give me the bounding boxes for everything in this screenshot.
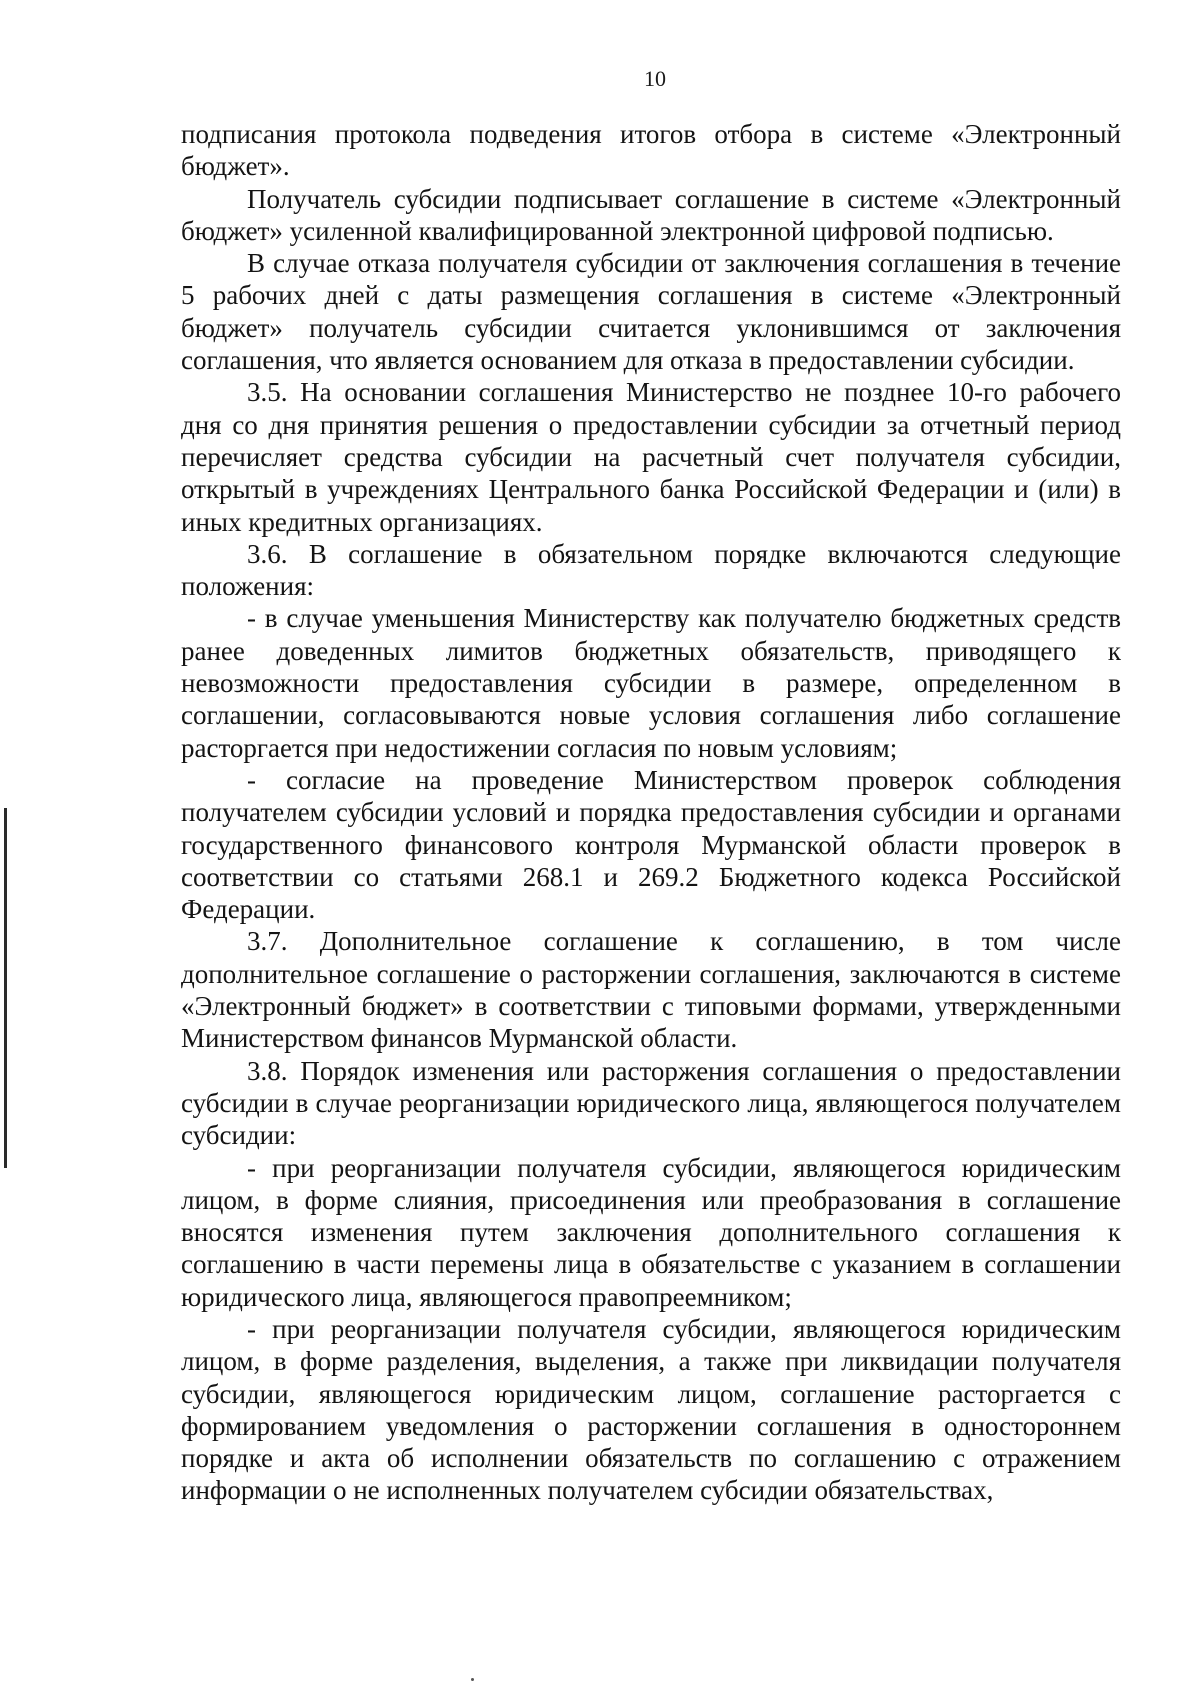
paragraph-3-7: 3.7. Дополнительное соглашение к соглашению, в том числе дополнительное соглашение о расторжении соглашения, заключаются в системе «Электронный бюджет» в соответствии с типовыми формами, утвержденными Министерством финансов Мурманской области. [181, 926, 1121, 1054]
page-number: 10 [644, 66, 666, 91]
paragraph-3-8: 3.8. Порядок изменения или расторжения соглашения о предоставлении субсидии в случае реорганизации юридического лица, являющегося получателем субсидии: [181, 1055, 1121, 1151]
paragraph-3-5: 3.5. На основании соглашения Министерство не позднее 10-го рабочего дня со дня принятия решения о предоставлении субсидии за отчетный период перечисляет средства субсидии на расчетный счет получателя субсидии, открытый в учреждениях Центрального банка Российской Федерации и (или) в иных кредитных организациях. [181, 377, 1121, 537]
document-body [181, 118, 1121, 1507]
scan-speck [471, 1678, 474, 1681]
paragraph-3-6: 3.6. В соглашение в обязательном порядке включаются следующие положения: [181, 538, 1121, 602]
paragraph: В случае отказа получателя субсидии от заключения соглашения в течение 5 рабочих дней с даты размещения соглашения в системе «Электронный бюджет» получатель субсидии считается уклонившимся от заключения соглашения, что является основанием для отказа в предоставлении субсидии. [181, 248, 1121, 376]
list-item: - при реорганизации получателя субсидии, являющегося юридическим лицом, в форме разделения, выделения, а также при ликвидации получателя субсидии, являющегося юридическим лицом, соглашение расторгается с формированием уведомления о расторжении соглашения в одностороннем порядке и акта об исполнении обязательств по соглашению с отражением информации о не исполненных получателем субсидии обязательствах, [181, 1313, 1121, 1506]
paragraph-continuation: подписания протокола подведения итогов отбора в системе «Электронный бюджет». [181, 119, 1121, 182]
list-item: - в случае уменьшения Министерству как получателю бюджетных средств ранее доведенных лимитов бюджетных обязательств, приводящего к невозможности предоставления субсидии в размере, определенном в соглашении, согласовываются новые условия соглашения либо соглашение расторгается при недостижении согласия по новым условиям; [181, 603, 1121, 763]
list-item: - согласие на проведение Министерством проверок соблюдения получателем субсидии условий и порядка предоставления субсидии и органами государственного финансового контроля Мурманской области проверок в соответствии со статьями 268.1 и 269.2 Бюджетного кодекса Российской Федерации. [181, 764, 1121, 925]
paragraph: Получатель субсидии подписывает соглашение в системе «Электронный бюджет» усиленной квалифицированной электронной цифровой подписью. [181, 183, 1121, 246]
list-item: - при реорганизации получателя субсидии, являющегося юридическим лицом, в форме слияния, присоединения или преобразования в соглашение вносятся изменения путем заключения дополнительного соглашения к соглашению в части перемены лица в обязательстве с указанием в соглашении юридического лица, являющегося правопреемником; [181, 1152, 1121, 1312]
scan-margin-line [4, 808, 7, 1168]
